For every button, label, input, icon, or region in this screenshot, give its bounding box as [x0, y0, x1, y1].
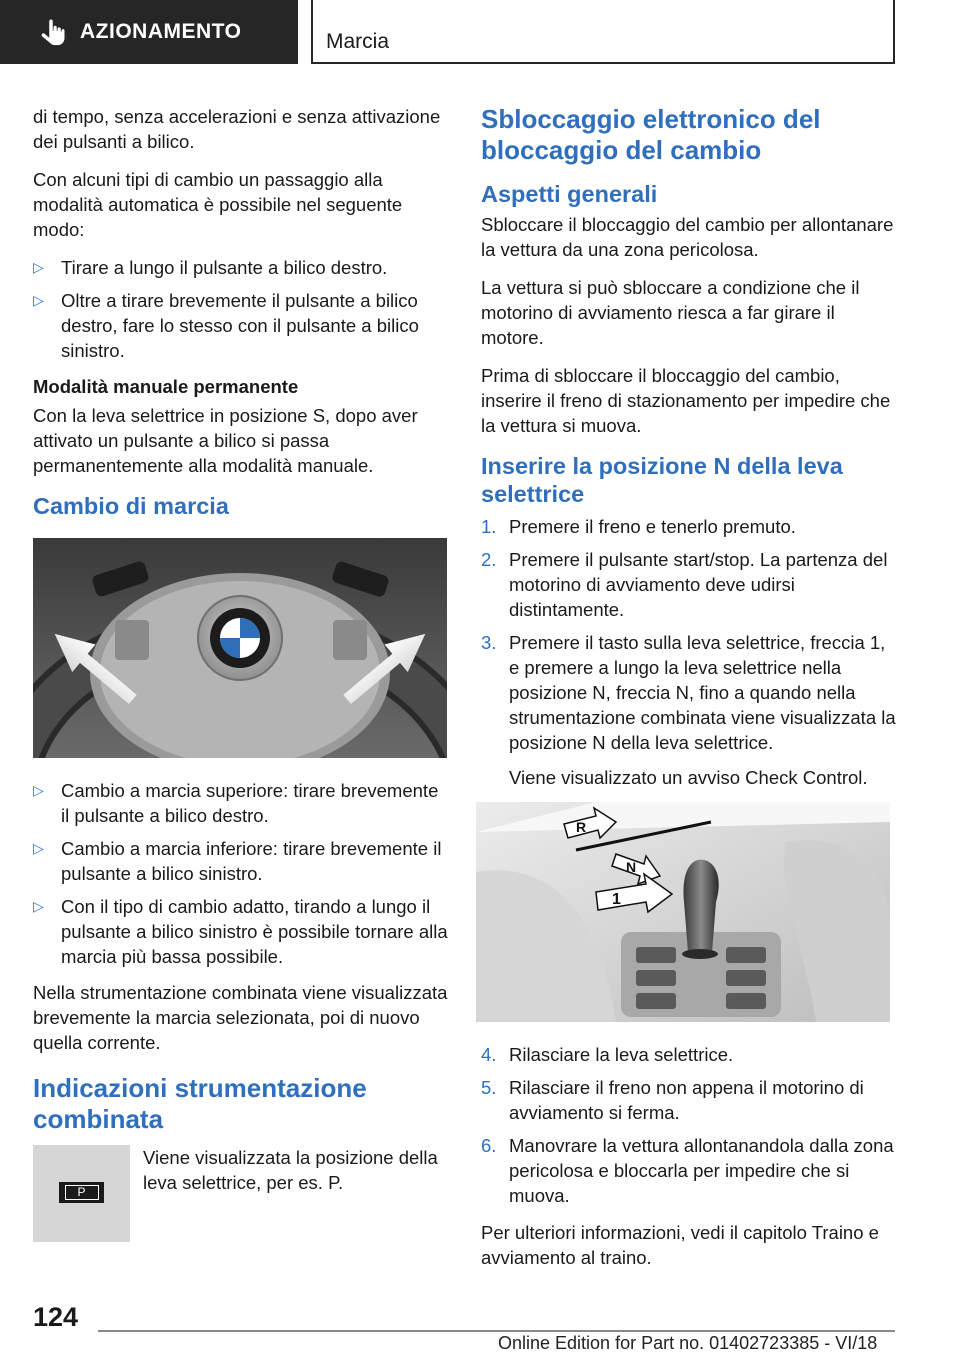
list-item: [33, 894, 449, 969]
section-tab[interactable]: [0, 0, 298, 64]
list-item: [481, 630, 899, 790]
list-item: [481, 514, 899, 539]
paragraph: Con alcuni tipi di cambio un passaggio alla modalità automatica è possibile nel seguente modo:: [33, 169, 403, 240]
list-item: [33, 836, 449, 886]
step-text: Manovrare la vettura allontanandola dalla zona pericolosa e bloccarla per impedire che si muova.: [509, 1135, 894, 1206]
arrow-label-1: 1: [612, 891, 621, 908]
paragraph: Prima di sbloccare il bloccaggio del cambio, inserire il freno di stazionamento per impedire che la vettura si muova.: [481, 365, 891, 436]
list-item-text: Cambio a marcia inferiore: tirare brevemente il pulsante a bilico sinistro.: [61, 838, 442, 884]
step-text: Premere il freno e tenerlo premuto.: [509, 516, 796, 537]
list-item: [33, 288, 449, 363]
step-text: Premere il pulsante start/stop. La partenza del motorino di avviamento deve udirsi distintamente.: [509, 549, 888, 620]
triangle-bullet-icon: ▷: [33, 840, 44, 856]
paragraph: La vettura si può sbloccare a condizione che il motorino di avviamento riesca a far girare il motore.: [481, 277, 860, 348]
chapter-title: Marcia: [326, 30, 390, 53]
arrow-label-n: N: [626, 859, 637, 875]
paragraph: Con la leva selettrice in posizione S, dopo aver attivato un pulsante a bilico si passa permanentemente alla modalità manuale.: [33, 405, 418, 476]
step-number: 6.: [481, 1135, 497, 1156]
list-item: [481, 547, 899, 622]
subheading-manual: Modalità manuale permanente: [33, 376, 299, 397]
step-note: Viene visualizzato un avviso Check Control.: [509, 767, 868, 788]
hand-pointer-icon: [38, 17, 68, 47]
list-item-text: Oltre a tirare brevemente il pulsante a bilico destro, fare lo stesso con il pulsante a bilico sinistro.: [61, 290, 419, 361]
list-item: [33, 778, 449, 828]
step-number: 4.: [481, 1044, 497, 1065]
step-list: [481, 1042, 899, 1208]
step-number: 1.: [481, 516, 497, 537]
footer-rule: [98, 1330, 895, 1332]
heading-sbloccaggio: Sbloccaggio elettronico del bloccaggio del cambio: [481, 104, 821, 165]
edition-note: Online Edition for Part no. 01402723385 - VI/18: [498, 1333, 878, 1353]
triangle-bullet-icon: ▷: [33, 259, 44, 275]
arrow-label-r: R: [576, 819, 587, 835]
heading-aspetti: Aspetti generali: [481, 181, 658, 207]
list-item: [481, 1133, 899, 1208]
list-item-text: Con il tipo di cambio adatto, tirando a lungo il pulsante a bilico sinistro è possibile tornare alla marcia più bassa possibile.: [61, 896, 448, 967]
paragraph: di tempo, senza accelerazioni e senza attivazione dei pulsanti a bilico.: [33, 106, 441, 152]
list-item: [33, 255, 449, 280]
paragraph: Nella strumentazione combinata viene visualizzata brevemente la marcia selezionata, poi di nuovo quella corrente.: [33, 982, 448, 1053]
list-item-text: Tirare a lungo il pulsante a bilico destro.: [61, 257, 388, 278]
right-column: [481, 104, 899, 1283]
step-number: 3.: [481, 632, 497, 653]
gear-selector-illustration: [476, 802, 890, 1022]
display-indication: [33, 1145, 449, 1242]
step-text: Premere il tasto sulla leva selettrice, freccia 1, e premere a lungo la leva selettrice nella posizione N, freccia N, fino a quando nella strumentazione combinata viene visualizzata la posizione N della leva selettrice.: [509, 632, 896, 753]
header-divider: [311, 0, 313, 64]
list-item-text: Cambio a marcia superiore: tirare brevemente il pulsante a bilico destro.: [61, 780, 439, 826]
gear-display-icon: [59, 1182, 104, 1203]
gear-selector-figure: [476, 802, 890, 1022]
step-number: 2.: [481, 549, 497, 570]
bullet-list: [33, 778, 449, 969]
step-text: Rilasciare la leva selettrice.: [509, 1044, 734, 1065]
steering-wheel-illustration: [33, 538, 447, 758]
header-right-border: [893, 0, 895, 64]
display-symbol-box: [33, 1145, 130, 1242]
heading-indicazioni: Indicazioni strumentazione combinata: [33, 1073, 367, 1134]
triangle-bullet-icon: ▷: [33, 782, 44, 798]
gear-symbol: P: [65, 1185, 99, 1200]
page-number: 124: [33, 1302, 79, 1332]
header-bottom-border: [313, 62, 895, 64]
heading-inserire: Inserire la posizione N della leva selettrice: [481, 453, 843, 507]
step-list: [481, 514, 899, 790]
triangle-bullet-icon: ▷: [33, 898, 44, 914]
list-item: [481, 1075, 899, 1125]
step-number: 5.: [481, 1077, 497, 1098]
heading-cambio: Cambio di marcia: [33, 493, 229, 519]
step-text: Rilasciare il freno non appena il motorino di avviamento si ferma.: [509, 1077, 864, 1123]
left-column: [33, 104, 449, 1242]
triangle-bullet-icon: ▷: [33, 292, 44, 308]
paragraph: Viene visualizzata la posizione della leva selettrice, per es. P.: [143, 1147, 438, 1193]
paragraph: Sbloccare il bloccaggio del cambio per allontanare la vettura da una zona pericolosa.: [481, 214, 894, 260]
list-item: [481, 1042, 899, 1067]
section-label: AZIONAMENTO: [80, 20, 242, 43]
steering-wheel-figure: [33, 538, 447, 758]
paragraph: Per ulteriori informazioni, vedi il capitolo Traino e avviamento al traino.: [481, 1222, 879, 1268]
bullet-list: [33, 255, 449, 363]
